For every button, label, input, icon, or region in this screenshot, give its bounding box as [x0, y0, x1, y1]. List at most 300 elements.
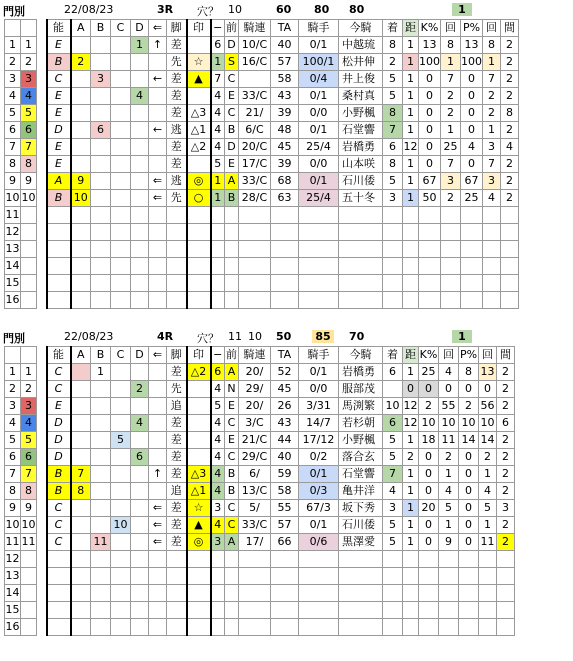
table-row[interactable]: [5, 432, 515, 449]
table-row[interactable]: [5, 619, 515, 636]
cell-grade-a: [71, 432, 91, 449]
cell-spacer: [37, 585, 47, 602]
cell-row-number: 12: [5, 224, 21, 241]
table-row[interactable]: [5, 292, 519, 309]
cell-ability-grade: C: [47, 517, 71, 534]
cell-ta-value: [299, 619, 339, 636]
cell-prev-pos: [225, 224, 239, 241]
cell-grade-a: [71, 568, 91, 585]
cell-row-number: 11: [5, 534, 21, 551]
cell-running-style: 差: [167, 88, 187, 105]
cell-ability-grade: C: [47, 381, 71, 398]
cell-ability-grade: [47, 619, 71, 636]
cell-distance: 0: [419, 449, 439, 466]
cell-ta-value: 25/4: [299, 190, 339, 207]
cell-spacer: [37, 122, 47, 139]
cell-prev-grade: 21/C: [239, 432, 271, 449]
column-header-mark: 印: [187, 347, 211, 364]
cell-spacer2: 4: [211, 517, 225, 534]
cell-jockey-record: 石川倭: [339, 517, 383, 534]
table-row[interactable]: [5, 207, 519, 224]
cell-grade-b: [91, 500, 111, 517]
cell-jockey-name: 5: [383, 432, 403, 449]
cell-arrow: [149, 398, 167, 415]
race-table: [4, 346, 515, 636]
cell-prev-pos: D: [225, 37, 239, 54]
cell-p-percent: [483, 258, 501, 275]
cell-p-count: [501, 292, 519, 309]
cell-prev-pos: S: [225, 54, 239, 71]
cell-prev-grade: 21/: [239, 105, 271, 122]
cell-p-percent: 14: [479, 432, 497, 449]
table-row[interactable]: [5, 105, 519, 122]
cell-jockey-record: 松井伸: [339, 54, 383, 71]
cell-p-percent: [483, 275, 501, 292]
cell-ta-value: 0/0: [299, 105, 339, 122]
cell-grade-b: 11: [91, 534, 111, 551]
cell-k-count: 0: [459, 381, 479, 398]
column-header-jockey-name: 着: [383, 20, 403, 37]
cell-arrow: [149, 258, 167, 275]
cell-gate-number: [21, 602, 37, 619]
cell-grade-a: [71, 71, 91, 88]
header-value-1: 60: [276, 3, 292, 16]
table-row[interactable]: [5, 602, 515, 619]
cell-prev-grade: 13/C: [239, 483, 271, 500]
column-header-jockey-combo: TA: [271, 347, 299, 364]
cell-mark: [187, 207, 211, 224]
cell-arrow: [149, 364, 167, 381]
cell-jockey-record: 黒澤愛: [339, 534, 383, 551]
cell-grade-b: [91, 466, 111, 483]
cell-spacer: [37, 381, 47, 398]
table-row[interactable]: [5, 568, 515, 585]
cell-spacer2: 1: [211, 173, 225, 190]
column-header-prev-grade: 騎連: [239, 347, 271, 364]
cell-grade-a: 9: [71, 173, 91, 190]
cell-k-percent: [439, 619, 459, 636]
cell-mark: [187, 415, 211, 432]
cell-k-percent: 8: [441, 37, 461, 54]
table-row[interactable]: [5, 364, 515, 381]
table-row[interactable]: [5, 190, 519, 207]
table-row[interactable]: [5, 381, 515, 398]
cell-mark: [187, 619, 211, 636]
cell-grade-a: [71, 258, 91, 275]
cell-arrow: [149, 156, 167, 173]
cell-p-percent: [483, 292, 501, 309]
cell-grade-a: 8: [71, 483, 91, 500]
cell-grade-b: [91, 551, 111, 568]
table-row[interactable]: [5, 173, 519, 190]
cell-jockey-record: [339, 275, 383, 292]
table-row[interactable]: [5, 534, 515, 551]
cell-running-style: 追: [167, 483, 187, 500]
cell-grade-d: [131, 517, 149, 534]
table-row[interactable]: [5, 241, 519, 258]
cell-running-style: 逃: [167, 173, 187, 190]
cell-mark: △2: [187, 364, 211, 381]
cell-prev-pos: C: [225, 71, 239, 88]
cell-k-percent: [441, 275, 461, 292]
cell-ability-grade: [47, 224, 71, 241]
cell-spacer: [37, 551, 47, 568]
cell-finish: 2: [403, 449, 419, 466]
cell-running-style: 先: [167, 54, 187, 71]
race-table: [4, 19, 519, 309]
cell-spacer: [37, 517, 47, 534]
cell-spacer2: 3: [211, 534, 225, 551]
cell-p-count: [501, 241, 519, 258]
cell-p-count: 4: [501, 139, 519, 156]
cell-spacer: [37, 449, 47, 466]
cell-ability-grade: [47, 568, 71, 585]
column-header-grade-a: A: [71, 347, 91, 364]
cell-grade-d: [131, 292, 149, 309]
table-row[interactable]: [5, 585, 515, 602]
cell-grade-a: [71, 364, 91, 381]
cell-k-count: 2: [459, 398, 479, 415]
cell-gate-number: 10: [21, 190, 37, 207]
cell-arrow: [149, 275, 167, 292]
cell-jockey-name: 10: [383, 398, 403, 415]
cell-jockey-combo: 66: [271, 534, 299, 551]
cell-row-number: 6: [5, 449, 21, 466]
column-header-p-percent: 回: [479, 347, 497, 364]
cell-row-number: 13: [5, 241, 21, 258]
cell-p-percent: 5: [479, 500, 497, 517]
cell-gate-number: 3: [21, 398, 37, 415]
race-header: [0, 2, 573, 18]
cell-jockey-name: 5: [383, 71, 403, 88]
cell-k-count: 0: [459, 534, 479, 551]
table-row[interactable]: [5, 54, 519, 71]
cell-grade-b: [91, 275, 111, 292]
cell-mark: [187, 37, 211, 54]
cell-jockey-combo: [271, 568, 299, 585]
cell-prev-grade: [239, 602, 271, 619]
cell-spacer: [37, 88, 47, 105]
column-header-prev-pos: 前: [225, 20, 239, 37]
cell-jockey-combo: 39: [271, 105, 299, 122]
cell-gate-number: 9: [21, 173, 37, 190]
cell-finish: [403, 602, 419, 619]
cell-gate-number: 2: [21, 381, 37, 398]
cell-distance: 0: [419, 517, 439, 534]
cell-gate-number: 1: [21, 364, 37, 381]
cell-gate-number: 11: [21, 534, 37, 551]
cell-finish: [403, 258, 419, 275]
cell-arrow: [149, 568, 167, 585]
cell-gate-number: 9: [21, 500, 37, 517]
cell-k-count: 0: [461, 88, 483, 105]
cell-spacer: [37, 71, 47, 88]
cell-p-count: [497, 551, 515, 568]
cell-arrow: [149, 139, 167, 156]
table-row[interactable]: [5, 71, 519, 88]
cell-ability-grade: E: [47, 156, 71, 173]
cell-prev-grade: 29/: [239, 381, 271, 398]
cell-spacer2: [211, 568, 225, 585]
cell-spacer: [37, 364, 47, 381]
cell-grade-d: [131, 241, 149, 258]
cell-gate-number: 3: [21, 71, 37, 88]
cell-ability-grade: [47, 551, 71, 568]
cell-finish: 1: [403, 534, 419, 551]
table-row[interactable]: [5, 415, 515, 432]
cell-p-count: 8: [501, 105, 519, 122]
cell-distance: 0: [419, 88, 441, 105]
cell-running-style: 差: [167, 364, 187, 381]
cell-grade-d: [131, 224, 149, 241]
cell-running-style: [167, 619, 187, 636]
table-row[interactable]: [5, 517, 515, 534]
cell-spacer2: 3: [211, 500, 225, 517]
table-row[interactable]: [5, 122, 519, 139]
cell-p-count: 2: [497, 466, 515, 483]
column-header-gate-number: [21, 347, 37, 364]
cell-p-percent: 7: [483, 156, 501, 173]
cell-spacer2: 6: [211, 364, 225, 381]
table-row[interactable]: [5, 156, 519, 173]
cell-k-percent: [441, 241, 461, 258]
cell-distance: 50: [419, 190, 441, 207]
table-row[interactable]: [5, 258, 519, 275]
cell-ability-grade: C: [47, 71, 71, 88]
cell-ta-value: 0/1: [299, 173, 339, 190]
cell-ability-grade: [47, 241, 71, 258]
cell-grade-b: [91, 37, 111, 54]
cell-p-count: 2: [497, 449, 515, 466]
cell-grade-b: 3: [91, 71, 111, 88]
cell-p-count: 2: [497, 364, 515, 381]
cell-p-percent: 13: [479, 364, 497, 381]
cell-ta-value: 0/1: [299, 364, 339, 381]
table-row[interactable]: [5, 466, 515, 483]
cell-mark: [187, 602, 211, 619]
cell-k-percent: [441, 207, 461, 224]
header-value-2: 80: [314, 3, 330, 16]
cell-spacer2: [211, 207, 225, 224]
cell-k-count: 8: [459, 364, 479, 381]
cell-p-percent: [483, 207, 501, 224]
cell-k-percent: 5: [439, 500, 459, 517]
cell-prev-grade: [239, 275, 271, 292]
cell-grade-b: [91, 105, 111, 122]
cell-k-count: 0: [459, 517, 479, 534]
cell-finish: [403, 292, 419, 309]
cell-grade-d: [131, 156, 149, 173]
cell-spacer2: 4: [211, 381, 225, 398]
cell-grade-d: [131, 602, 149, 619]
cell-spacer2: [211, 292, 225, 309]
cell-grade-c: [111, 585, 131, 602]
cell-ability-grade: B: [47, 190, 71, 207]
header-value-4: 1: [452, 3, 472, 16]
cell-jockey-name: [383, 207, 403, 224]
table-row[interactable]: [5, 37, 519, 54]
column-header-running-style: 脚: [167, 20, 187, 37]
cell-jockey-combo: 45: [271, 381, 299, 398]
cell-ability-grade: A: [47, 173, 71, 190]
cell-ability-grade: C: [47, 364, 71, 381]
cell-row-number: 10: [5, 190, 21, 207]
cell-spacer: [37, 241, 47, 258]
cell-p-count: 2: [497, 483, 515, 500]
table-row[interactable]: [5, 275, 519, 292]
cell-prev-grade: 33/C: [239, 88, 271, 105]
cell-gate-number: 10: [21, 517, 37, 534]
cell-prev-pos: B: [225, 122, 239, 139]
cell-running-style: [167, 224, 187, 241]
cell-mark: [187, 568, 211, 585]
cell-grade-a: [71, 551, 91, 568]
cell-gate-number: 8: [21, 483, 37, 500]
cell-finish: 0: [403, 381, 419, 398]
cell-k-count: 0: [461, 122, 483, 139]
cell-arrow: [149, 585, 167, 602]
cell-grade-a: [71, 398, 91, 415]
cell-prev-grade: 16/C: [239, 54, 271, 71]
cell-running-style: 差: [167, 105, 187, 122]
cell-k-percent: 7: [441, 71, 461, 88]
cell-p-count: 6: [497, 415, 515, 432]
cell-jockey-combo: [271, 602, 299, 619]
cell-grade-a: [71, 105, 91, 122]
ana-value: 10: [228, 3, 242, 16]
cell-k-count: [459, 568, 479, 585]
table-row[interactable]: [5, 224, 519, 241]
cell-k-percent: 1: [439, 517, 459, 534]
cell-distance: 0: [419, 483, 439, 500]
cell-row-number: 4: [5, 88, 21, 105]
cell-jockey-record: 小野楓: [339, 105, 383, 122]
cell-jockey-name: 2: [383, 54, 403, 71]
header-value-3: 70: [349, 330, 365, 343]
cell-grade-b: [91, 517, 111, 534]
cell-spacer: [37, 207, 47, 224]
cell-k-count: 4: [461, 139, 483, 156]
cell-jockey-record: 坂下秀: [339, 500, 383, 517]
cell-ta-value: 0/1: [299, 122, 339, 139]
cell-grade-a: [71, 207, 91, 224]
column-header-k-percent: 回: [439, 347, 459, 364]
cell-finish: 1: [403, 364, 419, 381]
cell-gate-number: [21, 207, 37, 224]
cell-row-number: 9: [5, 500, 21, 517]
table-row[interactable]: [5, 551, 515, 568]
cell-arrow: [149, 207, 167, 224]
cell-jockey-record: [339, 292, 383, 309]
cell-arrow: ←: [149, 122, 167, 139]
cell-row-number: 2: [5, 381, 21, 398]
column-header-spacer2: −: [211, 347, 225, 364]
cell-grade-a: [71, 292, 91, 309]
cell-arrow: [149, 551, 167, 568]
cell-row-number: 14: [5, 258, 21, 275]
cell-grade-a: [71, 88, 91, 105]
cell-row-number: 11: [5, 207, 21, 224]
cell-k-percent: 1: [439, 466, 459, 483]
cell-grade-b: [91, 258, 111, 275]
column-header-jockey-combo: TA: [271, 20, 299, 37]
cell-p-percent: 0: [479, 381, 497, 398]
cell-mark: [187, 156, 211, 173]
cell-distance: [419, 292, 441, 309]
column-header-running-style: 脚: [167, 347, 187, 364]
cell-distance: 0: [419, 381, 439, 398]
cell-prev-grade: 3/C: [239, 415, 271, 432]
table-row[interactable]: [5, 139, 519, 156]
header-value-1: 50: [276, 330, 292, 343]
cell-k-percent: 10: [439, 415, 459, 432]
table-row[interactable]: [5, 483, 515, 500]
cell-row-number: 6: [5, 122, 21, 139]
table-row[interactable]: [5, 500, 515, 517]
ana-label: 穴？: [197, 332, 219, 345]
cell-row-number: 8: [5, 483, 21, 500]
cell-p-percent: 2: [483, 105, 501, 122]
cell-prev-pos: [225, 258, 239, 275]
cell-grade-b: [91, 619, 111, 636]
cell-row-number: 9: [5, 173, 21, 190]
cell-spacer: [37, 568, 47, 585]
cell-gate-number: [21, 292, 37, 309]
cell-running-style: [167, 568, 187, 585]
cell-prev-pos: A: [225, 173, 239, 190]
cell-p-percent: 11: [479, 534, 497, 551]
column-header-mark: 印: [187, 20, 211, 37]
cell-k-percent: [441, 292, 461, 309]
table-row[interactable]: [5, 398, 515, 415]
column-header-ability-grade: 能: [47, 20, 71, 37]
cell-prev-grade: [239, 71, 271, 88]
cell-running-style: [167, 602, 187, 619]
column-header-finish: 距: [403, 347, 419, 364]
cell-ta-value: [299, 275, 339, 292]
cell-grade-c: [111, 483, 131, 500]
cell-prev-pos: C: [225, 105, 239, 122]
cell-jockey-combo: 44: [271, 432, 299, 449]
cell-jockey-record: 井上俊: [339, 71, 383, 88]
cell-spacer: [37, 398, 47, 415]
cell-prev-grade: 28/C: [239, 190, 271, 207]
cell-grade-c: [111, 500, 131, 517]
table-row[interactable]: [5, 88, 519, 105]
cell-mark: [187, 398, 211, 415]
table-row[interactable]: [5, 449, 515, 466]
cell-p-count: [497, 619, 515, 636]
cell-p-percent: [483, 224, 501, 241]
cell-row-number: 1: [5, 37, 21, 54]
cell-ability-grade: [47, 585, 71, 602]
cell-grade-d: [131, 173, 149, 190]
cell-mark: △3: [187, 105, 211, 122]
cell-grade-a: [71, 156, 91, 173]
cell-jockey-name: [383, 585, 403, 602]
cell-grade-b: [91, 88, 111, 105]
cell-k-percent: [441, 258, 461, 275]
cell-spacer: [37, 415, 47, 432]
cell-ta-value: 0/0: [299, 381, 339, 398]
cell-gate-number: [21, 224, 37, 241]
race-number: 4R: [157, 330, 174, 343]
cell-grade-b: [91, 54, 111, 71]
cell-prev-pos: E: [225, 156, 239, 173]
cell-distance: 10: [419, 415, 439, 432]
cell-p-percent: [483, 241, 501, 258]
cell-prev-grade: [239, 292, 271, 309]
